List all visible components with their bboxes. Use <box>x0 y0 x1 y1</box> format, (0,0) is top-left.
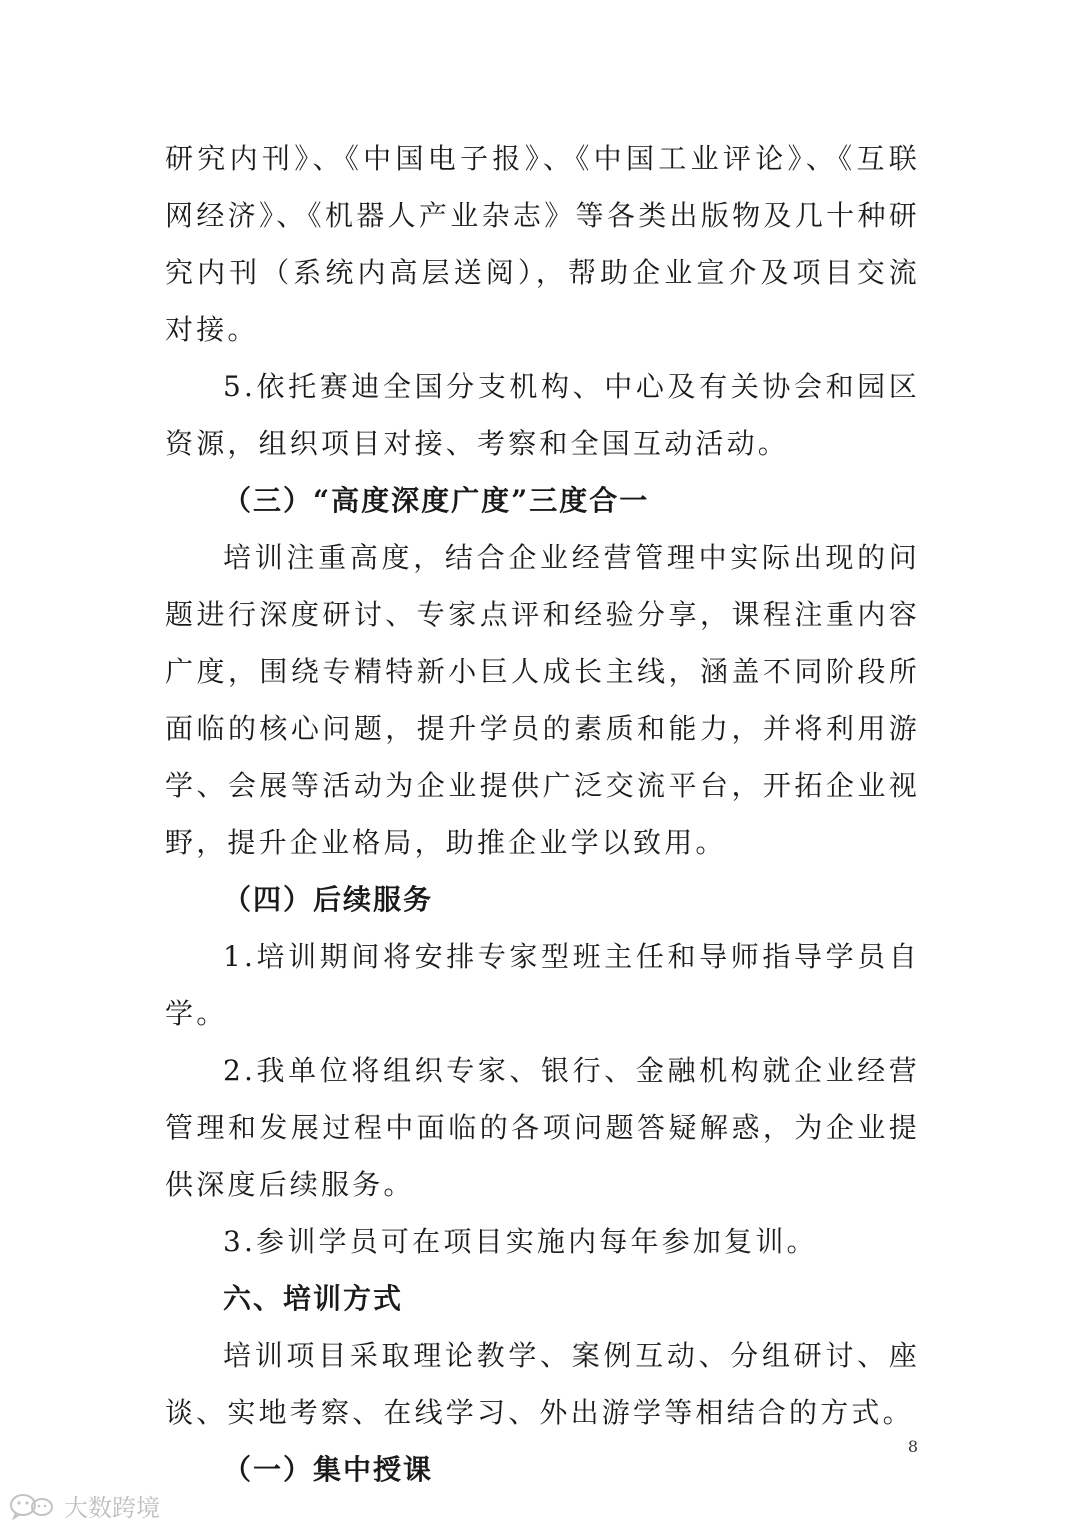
body-paragraph: 2.我单位将组织专家、银行、金融机构就企业经营管理和发展过程中面临的各项问题答疑解惑，为企业提供深度后续服务。 <box>165 1054 920 1201</box>
watermark-text: 大数跨境 <box>64 1494 160 1522</box>
body-paragraph: 培训注重高度，结合企业经营管理中实际出现的问题进行深度研讨、专家点评和经验分享，课程注重内容广度，围绕专精特新小巨人成长主线，涵盖不同阶段所面临的核心问题，提升学员的素质和能力，并将利用游学、会展等活动为企业提供广泛交流平台，开拓企业视野，提升企业格局，助推企业学以致用。 <box>165 541 920 859</box>
body-paragraph: 培训项目采取理论教学、案例互动、分组研讨、座谈、实地考察、在线学习、外出游学等相结合的方式。 <box>165 1339 920 1429</box>
section-subheading: （四）后续服务 <box>223 883 434 916</box>
section-heading: 六、培训方式 <box>223 1282 404 1315</box>
wechat-logo-icon <box>8 1492 58 1520</box>
body-paragraph: 1.培训期间将安排专家型班主任和导师指导学员自学。 <box>165 940 920 1030</box>
watermark <box>8 1488 160 1523</box>
body-paragraph: 5.依托赛迪全国分支机构、中心及有关协会和园区资源，组织项目对接、考察和全国互动活动。 <box>165 370 920 460</box>
page-number: 8 <box>907 1437 918 1456</box>
body-paragraph: 3.参训学员可在项目实施内每年参加复训。 <box>223 1225 818 1258</box>
body-paragraph: 研究内刊》、《中国电子报》、《中国工业评论》、《互联网经济》、《机器人产业杂志》等各类出版物及几十种研究内刊（系统内高层送阅），帮助企业宣介及项目交流对接。 <box>165 142 920 346</box>
section-subheading: （三）“高度深度广度”三度合一 <box>223 484 650 517</box>
section-subheading: （一）集中授课 <box>223 1453 434 1486</box>
document-body <box>165 130 920 1498</box>
